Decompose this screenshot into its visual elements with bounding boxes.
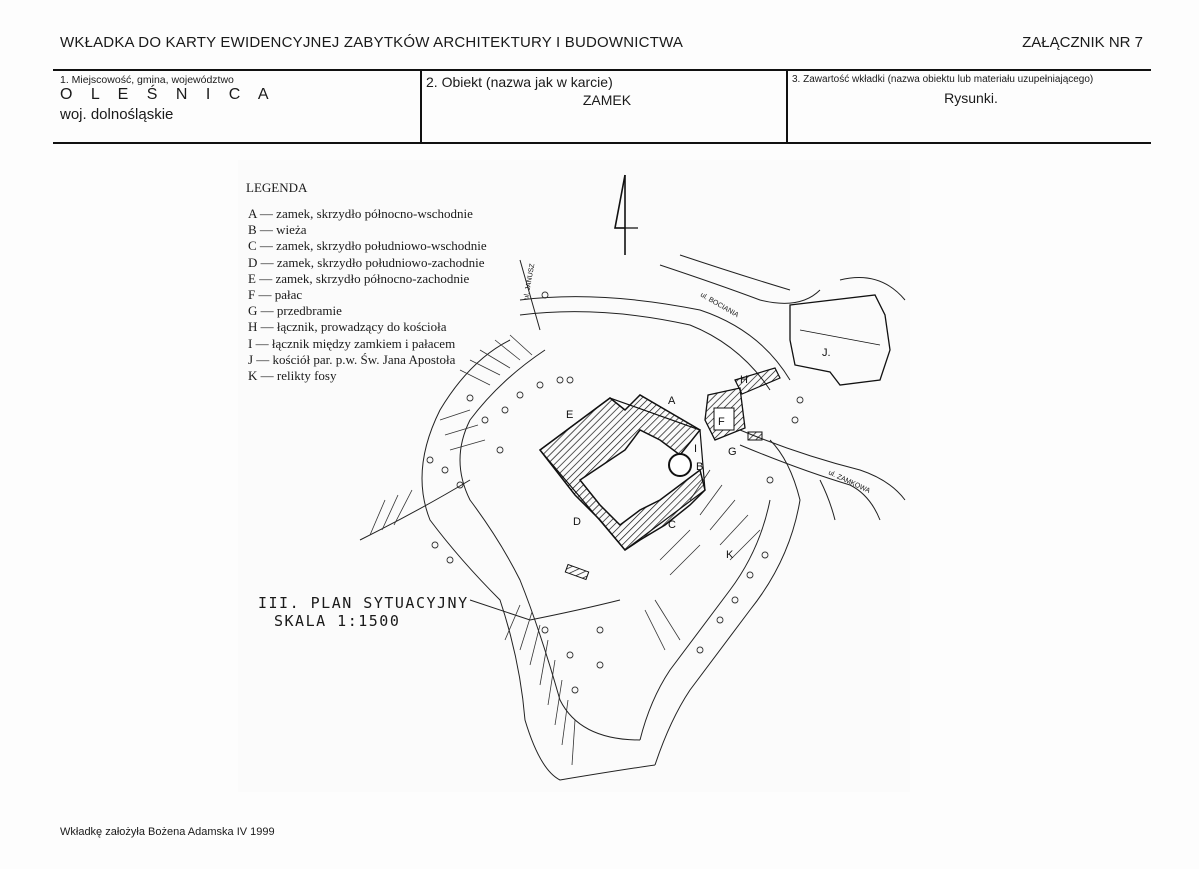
- content-label: 3. Zawartość wkładki (nazwa obiektu lub materiału uzupełniającego): [792, 74, 1094, 85]
- label-h: H: [740, 374, 748, 386]
- tower-b: [669, 454, 691, 476]
- legend-item: K — relikty fosy: [248, 368, 337, 384]
- legend-title: LEGENDA: [246, 180, 308, 195]
- legend-item: C — zamek, skrzydło południowo-wschodnie: [248, 238, 487, 254]
- annex-number: ZAŁĄCZNIK NR 7: [1022, 34, 1143, 51]
- street-bociania: ul. BOCIANIA: [699, 291, 740, 320]
- legend-item: G — przedbramie: [248, 303, 342, 319]
- bridge-hatch: [565, 564, 588, 579]
- label-c: C: [668, 519, 676, 531]
- region-name: woj. dolnośląskie: [60, 106, 174, 123]
- footer-author: Wkładkę założyła Bożena Adamska IV 1999: [60, 826, 275, 838]
- legend-list: [248, 206, 487, 384]
- town-name: O L E Ś N I C A: [60, 86, 276, 103]
- label-e: E: [566, 409, 574, 421]
- content-value: Rysunki.: [944, 90, 998, 106]
- label-j: J.: [822, 347, 831, 359]
- street-zamkowa: ul. ZAMKOWA: [827, 469, 872, 495]
- label-f: F: [718, 416, 725, 428]
- object-label: 2. Obiekt (nazwa jak w karcie): [426, 74, 613, 90]
- legend-item: E — zamek, skrzydło północno-zachodnie: [248, 270, 470, 286]
- label-d: D: [573, 516, 581, 528]
- moat-hachures: [370, 335, 760, 765]
- legend-item: I — łącznik między zamkiem i pałacem: [248, 335, 456, 351]
- plan-title: III. PLAN SYTUACYJNY: [258, 594, 469, 612]
- label-g: G: [728, 446, 737, 458]
- location-label: 1. Miejscowość, gmina, województwo: [60, 74, 234, 86]
- label-i: I: [694, 443, 698, 455]
- object-value: ZAMEK: [582, 92, 632, 108]
- label-k: K: [726, 549, 734, 561]
- legend-item: A — zamek, skrzydło północno-wschodnie: [248, 206, 473, 221]
- legend-item: H — łącznik, prowadzący do kościoła: [248, 319, 447, 335]
- label-b: B: [696, 461, 704, 473]
- gate-g: [748, 432, 762, 440]
- church-j-outline: [790, 295, 890, 385]
- street-left: ul. JANUSZ: [523, 263, 537, 301]
- label-a: A: [668, 395, 676, 407]
- form-title: WKŁADKA DO KARTY EWIDENCYJNEJ ZABYTKÓW ARCHITEKTURY I BUDOWNICTWA: [60, 34, 684, 51]
- legend-item: B — wieża: [248, 222, 307, 238]
- plan-scale: SKALA 1:1500: [274, 612, 401, 630]
- north-arrow-icon: [615, 175, 638, 255]
- legend-item: D — zamek, skrzydło południowo-zachodnie: [248, 254, 485, 270]
- legend-item: J — kościół par. p.w. Św. Jana Apostoła: [248, 351, 456, 367]
- legend-item: F — pałac: [248, 287, 303, 303]
